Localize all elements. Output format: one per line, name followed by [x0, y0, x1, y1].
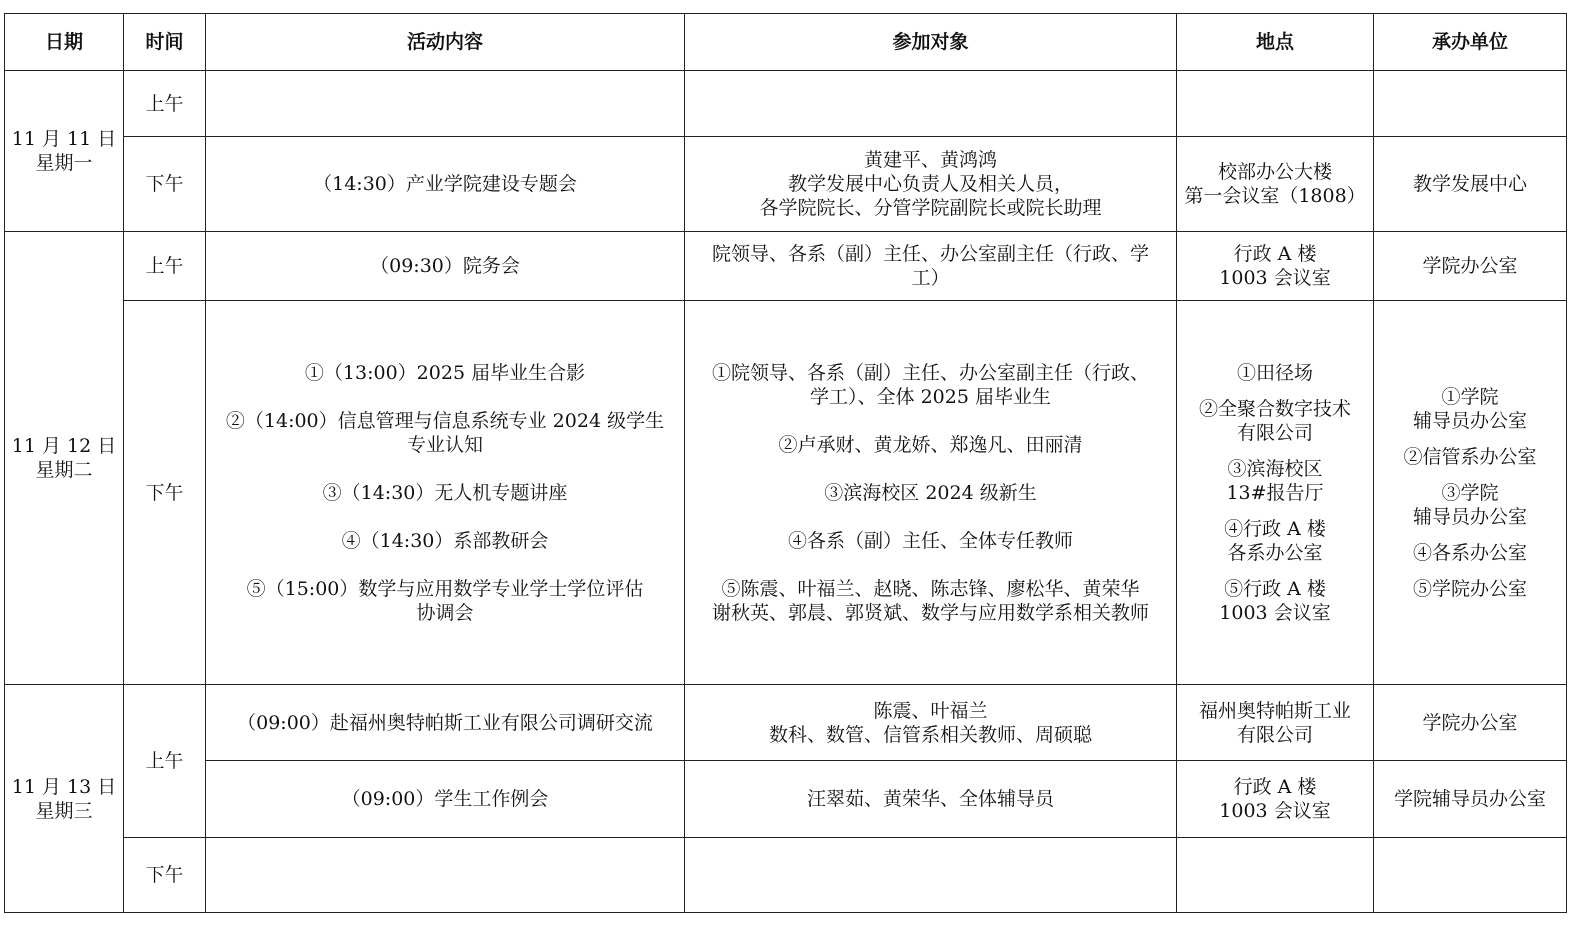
organizer-line: ①学院: [1441, 385, 1499, 408]
participants-cell: [685, 137, 1177, 232]
participants-line: ①院领导、各系（副）主任、办公室副主任（行政、: [711, 361, 1149, 384]
table-row: [5, 685, 1567, 761]
activity-line: （14:30）产业学院建设专题会: [313, 173, 577, 195]
date-cell: [5, 232, 124, 685]
organizer-cell: [1374, 71, 1567, 137]
location-line: 1003 会议室: [1219, 267, 1331, 289]
organizer-cell: [1374, 232, 1567, 301]
location-cell: [1177, 71, 1374, 137]
activity-cell: [206, 761, 685, 838]
location-line: 13#报告厅: [1226, 481, 1324, 504]
participants-line: ③滨海校区 2024 级新生: [824, 481, 1037, 504]
organizer-line: ②信管系办公室: [1403, 445, 1537, 468]
table-row: [5, 838, 1567, 913]
location-line: 1003 会议室: [1219, 800, 1331, 822]
participants-cell: [685, 232, 1177, 301]
participants-line: 教学发展中心负责人及相关人员，: [787, 173, 1073, 195]
period-cell: 下午: [124, 301, 206, 685]
activity-line: （09:30）院务会: [370, 255, 520, 277]
location-cell: [1177, 137, 1374, 232]
table-row: [5, 301, 1567, 685]
location-line: 福州奥特帕斯工业: [1198, 699, 1351, 722]
weekday-text: 星期三: [35, 799, 93, 822]
activity-cell: [206, 137, 685, 232]
organizer-line: 辅导员办公室: [1412, 505, 1527, 528]
date-text: 11 月 13 日: [11, 775, 117, 798]
period-cell: 下午: [124, 838, 206, 913]
table-row: [5, 232, 1567, 301]
participants-line: 陈震、叶福兰: [873, 699, 988, 722]
participants-line: 各学院院长、分管学院副院长或院长助理: [759, 197, 1102, 219]
organizer-cell: [1374, 838, 1567, 913]
organizer-cell: [1374, 301, 1567, 685]
activity-cell: [206, 301, 685, 685]
location-line: 校部办公大楼: [1217, 161, 1332, 183]
organizer-cell: [1374, 137, 1567, 232]
participants-line: ⑤陈震、叶福兰、赵晓、陈志锋、廖松华、黄荣华: [721, 577, 1140, 600]
organizer-line: ④各系办公室: [1412, 541, 1527, 564]
header-time: 时间: [124, 14, 206, 71]
organizer-line: 学院辅导员办公室: [1393, 788, 1546, 810]
organizer-line: 学院办公室: [1422, 255, 1518, 277]
participants-cell: [685, 761, 1177, 838]
date-text: 11 月 11 日: [11, 128, 117, 150]
organizer-line: ⑤学院办公室: [1412, 577, 1527, 600]
period-cell: 上午: [124, 685, 206, 838]
activity-line: （09:00）赴福州奥特帕斯工业有限公司调研交流: [237, 711, 653, 734]
location-line: 有限公司: [1236, 421, 1313, 444]
participants-cell: [685, 301, 1177, 685]
activity-line: 协调会: [416, 601, 474, 624]
organizer-cell: [1374, 685, 1567, 761]
location-line: 各系办公室: [1227, 541, 1323, 564]
activity-cell: [206, 71, 685, 137]
weekday-text: 星期一: [35, 152, 93, 174]
header-date: 日期: [5, 14, 124, 71]
organizer-line: 教学发展中心: [1412, 173, 1527, 195]
activity-line: ③（14:30）无人机专题讲座: [322, 481, 568, 504]
header-location: 地点: [1177, 14, 1374, 71]
date-text: 11 月 12 日: [11, 435, 117, 457]
activity-cell: [206, 838, 685, 913]
participants-line: 数科、数管、信管系相关教师、周硕聪: [768, 723, 1092, 746]
location-cell: [1177, 232, 1374, 301]
schedule-table: [4, 13, 1567, 913]
location-line: 有限公司: [1236, 723, 1313, 746]
weekday-text: 星期二: [35, 459, 93, 481]
organizer-line: 辅导员办公室: [1412, 409, 1527, 432]
location-cell: [1177, 761, 1374, 838]
location-line: 1003 会议室: [1219, 601, 1331, 624]
header-organizer: 承办单位: [1374, 14, 1567, 71]
header-participants: 参加对象: [685, 14, 1177, 71]
period-cell: 上午: [124, 232, 206, 301]
location-line: ②全聚合数字技术: [1198, 397, 1351, 420]
activity-line: ①（13:00）2025 届毕业生合影: [304, 361, 586, 384]
location-line: ①田径场: [1236, 361, 1313, 384]
location-line: ④行政 A 楼: [1224, 517, 1326, 540]
table-row: [5, 761, 1567, 838]
location-line: 行政 A 楼: [1233, 776, 1317, 798]
date-cell: [5, 71, 124, 232]
participants-line: 汪翠茹、黄荣华、全体辅导员: [806, 788, 1054, 810]
organizer-line: 学院办公室: [1422, 711, 1518, 734]
activity-line: 专业认知: [406, 433, 483, 456]
location-line: ⑤行政 A 楼: [1224, 577, 1326, 600]
activity-line: ④（14:30）系部教研会: [341, 529, 549, 552]
location-cell: [1177, 685, 1374, 761]
header-row: [5, 14, 1567, 71]
participants-line: ④各系（副）主任、全体专任教师: [787, 529, 1073, 552]
activity-line: ②（14:00）信息管理与信息系统专业 2024 级学生: [225, 409, 665, 432]
period-cell: 下午: [124, 137, 206, 232]
participants-cell: [685, 71, 1177, 137]
organizer-cell: [1374, 761, 1567, 838]
location-line: 第一会议室（1808）: [1184, 185, 1366, 207]
date-cell: [5, 685, 124, 913]
participants-line: 工）: [911, 267, 950, 289]
activity-line: （09:00）学生工作例会: [341, 788, 549, 810]
activity-line: ⑤（15:00）数学与应用数学专业学士学位评估: [246, 577, 644, 600]
location-cell: [1177, 838, 1374, 913]
location-cell: [1177, 301, 1374, 685]
period-cell: 上午: [124, 71, 206, 137]
table-row: [5, 71, 1567, 137]
participants-line: 黄建平、黄鸿鸿: [863, 149, 997, 171]
organizer-line: ③学院: [1441, 481, 1499, 504]
location-line: 行政 A 楼: [1233, 243, 1317, 265]
location-line: ③滨海校区: [1227, 457, 1323, 480]
participants-line: 院领导、各系（副）主任、办公室副主任（行政、学: [711, 243, 1149, 265]
activity-cell: [206, 232, 685, 301]
activity-cell: [206, 685, 685, 761]
header-activity: 活动内容: [206, 14, 685, 71]
participants-cell: [685, 685, 1177, 761]
participants-line: 谢秋英、郭晨、郭贤斌、数学与应用数学系相关教师: [711, 601, 1149, 624]
participants-line: 学工）、全体 2025 届毕业生: [810, 385, 1051, 408]
table-row: [5, 137, 1567, 232]
participants-cell: [685, 838, 1177, 913]
participants-line: ②卢承财、黄龙娇、郑逸凡、田丽清: [778, 433, 1083, 456]
